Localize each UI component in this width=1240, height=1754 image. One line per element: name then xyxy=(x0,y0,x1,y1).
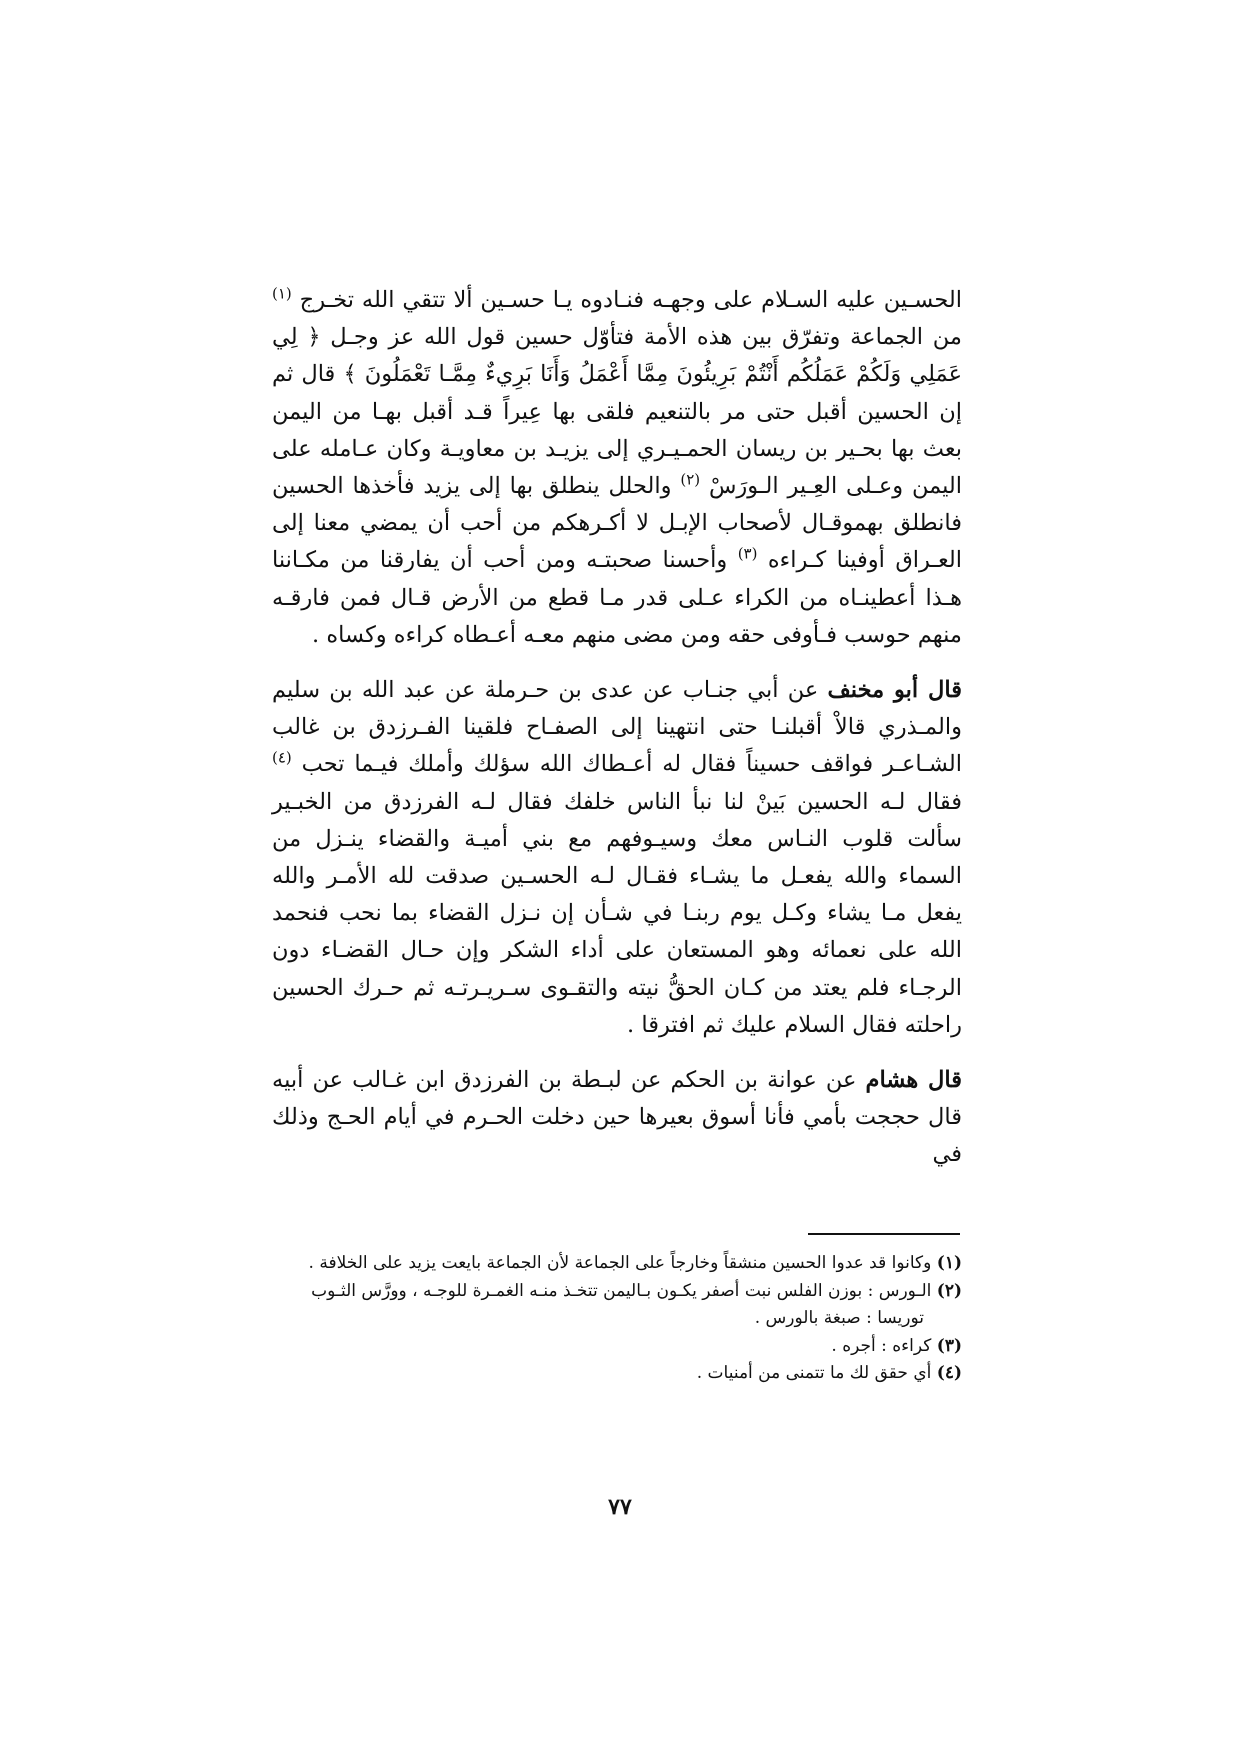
footnote-1-number: (١) xyxy=(936,1253,962,1273)
paragraph-3-lead: قال هشام xyxy=(865,1067,962,1094)
footnote-separator xyxy=(808,1233,960,1235)
footnote-3-text: كراءه : أجره . xyxy=(831,1335,932,1356)
footnote-4 xyxy=(272,1360,962,1388)
footnotes xyxy=(272,1250,962,1388)
footnote-ref-1: (١) xyxy=(272,284,292,303)
footnote-ref-4: (٤) xyxy=(272,748,292,767)
paragraph-1-part-3: قال ثم إن الحسين أقبل حتى مر بالتنعيم فلقى بها عِيراً قـد أقبل بهـا من اليمن بعث بها بحـير بن ريسان الحمـيـري إلى يزيـد بن معاويـة وكان عـامله على اليمن وعـلى العِـير الـورَسْ xyxy=(272,361,963,500)
paragraph-1 xyxy=(272,282,962,654)
footnote-1-text: وكانوا قد عدوا الحسين منشقاً وخارجاً على الجماعة لأن الجماعة بايعت يزيد على الخلافة . xyxy=(308,1253,932,1273)
footnote-2-continuation xyxy=(272,1305,962,1333)
footnote-ref-2: (٢) xyxy=(680,470,701,489)
page-body xyxy=(272,282,962,1174)
paragraph-3 xyxy=(272,1062,962,1174)
paragraph-2-part-1: عن أبي جنـاب عن عدى بن حـرملة عن عبد الله بن سليم والمـذري قالاْ أقبلنـا حتى انتهينا إلى الصفـاح فلقينا الفـرزدق بن غالب الشـاعـر فواقف حسيناً فقال له أعـطاك الله سؤلك وأملك فيـما تحب xyxy=(272,677,963,778)
footnote-2-number: (٢) xyxy=(936,1280,962,1301)
paragraph-2-part-2: فقال لـه الحسين بَينْ لنا نبأ الناس خلفك فقال لـه الفرزدق من الخبـير سألت قلوب النـاس معك وسيـوفهم مع بني أميـة والقضاء ينـزل من السماء والله يفعـل ما يشـاء فقـال لـه الحسـين صدقت لله الأمـر والله يفعل مـا يشاء وكـل يوم ربنـا في شـأن إن نـزل القضاء بما نحب فنحمد الله على نعمائه وهو المستعان على أداء الشكر وإن حـال القضـاء دون الرجـاء فلم يعتد من كـان الحقُّ نيته والتقـوى سـريـرتـه ثم حـرك الحسين راحلته فقال السلام عليك ثم افترقا . xyxy=(272,788,962,1038)
footnote-3 xyxy=(272,1333,962,1361)
paragraph-1-part-5: وأحسنا صحبتـه ومن أحب أن يفارقنا من مكـاننا هـذا أعطينـاه من الكراء عـلى قدر مـا قطع من الأرض قـال فمن فارقـه منهم حوسب فـأوفى حقه ومن مضى منهم معـه أعـطاه كراءه وكساه . xyxy=(272,547,962,648)
main-text xyxy=(272,282,962,1174)
paragraph-2-lead: قال أبو مخنف xyxy=(827,677,962,704)
quran-verse: ﴿ لِي عَمَلِي وَلَكُمْ عَمَلُكُم أَنْتُمْ بَرِيئُونَ مِمَّا أَعْمَلُ وَأَنَا بَرِيءٌ مِمَّـا تَعْمَلُونَ ﴾ xyxy=(272,324,962,388)
footnote-3-number: (٣) xyxy=(936,1335,962,1356)
footnote-1 xyxy=(272,1250,962,1278)
paragraph-3-part-1: عن عوانة بن الحكم عن لبـطة بن الفرزدق ابن غـالب عن أبيه قال حججت بأمي فأنا أسوق بعيرها حين دخلت الحـرم في أيام الحـج وذلك في xyxy=(272,1067,962,1168)
footnote-4-text: أي حقق لك ما تتمنى من أمنيات . xyxy=(696,1363,932,1383)
paragraph-2 xyxy=(272,672,962,1044)
paragraph-1-part-2: من الجماعة وتفرّق بين هذه الأمة فتأوّل حسين قول الله عز وجـل xyxy=(330,324,962,351)
page-number: ٧٧ xyxy=(608,1494,632,1520)
paragraph-1-part-1: الحسـين عليه السـلام على وجهـه فنـادوه يـا حسـين ألا تتقي الله تخـرج xyxy=(299,287,962,313)
footnote-2-continuation-text: توريسا : صبغة بالورس . xyxy=(754,1308,924,1328)
footnote-2-text: الـورس : بوزن الفلس نبت أصفر يكـون بـاليمن تتخـذ منـه الغمـرة للوجـه ، وورَّس الثـوب xyxy=(311,1280,932,1301)
footnote-2 xyxy=(272,1278,962,1306)
footnote-ref-3: (٣) xyxy=(737,544,758,563)
footnote-4-number: (٤) xyxy=(936,1363,962,1383)
paragraph-1-part-4: والحلل ينطلق بها إلى يزيد فأخذها الحسين فانطلق بهموقـال لأصحاب الإبـل لا أكـرهكم من أحب أن يمضي معنا إلى العـراق أوفينا كـراءه xyxy=(272,473,962,574)
